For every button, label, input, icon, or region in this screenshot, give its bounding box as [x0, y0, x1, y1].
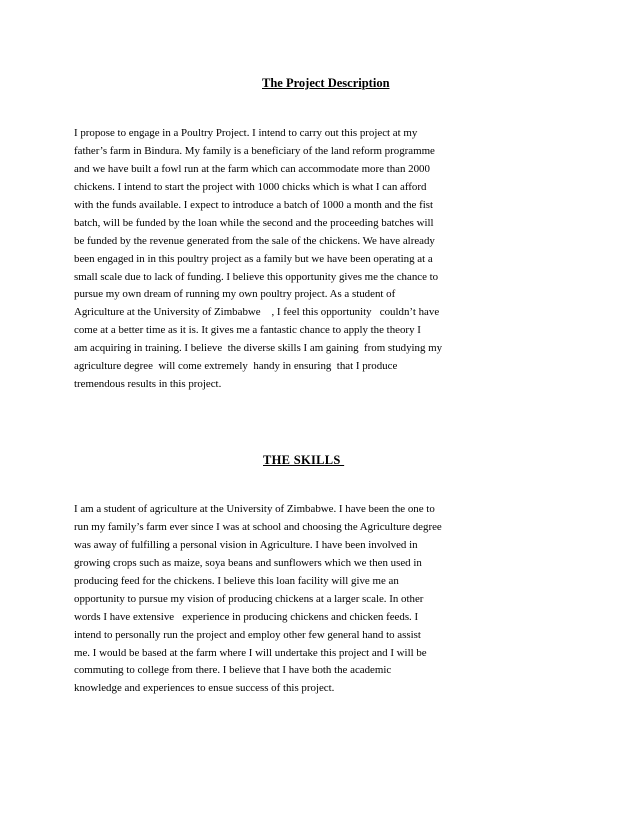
paragraph-line: words I have extensive experience in producing chickens and chicken feeds. I — [74, 610, 419, 623]
paragraph-line: intend to personally run the project and employ other few general hand to assist — [74, 628, 421, 641]
paragraph-line: with the funds available. I expect to introduce a batch of 1000 a month and the fist — [74, 198, 433, 211]
paragraph-line: me. I would be based at the farm where I will undertake this project and I will be — [74, 646, 427, 659]
paragraph-line: I propose to engage in a Poultry Project. I intend to carry out this project at my — [74, 127, 418, 139]
paragraph-line: run my family’s farm ever since I was at school and choosing the Agriculture degree — [74, 520, 442, 533]
project-description-paragraph — [74, 125, 474, 394]
paragraph-line: be funded by the revenue generated from the sale of the chickens. We have already — [74, 234, 435, 247]
paragraph-line: am acquiring in training. I believe the diverse skills I am gaining from studying my — [74, 342, 443, 355]
paragraph-line: knowledge and experiences to ensue success of this project. — [74, 682, 335, 695]
paragraph-line: come at a better time as it is. It gives me a fantastic chance to apply the theory I — [74, 324, 421, 337]
paragraph-line: opportunity to pursue my vision of producing chickens at a larger scale. In other — [74, 592, 424, 605]
paragraph-line: Agriculture at the University of Zimbabwe , I feel this opportunity couldn’t have — [74, 306, 440, 319]
paragraph-line: producing feed for the chickens. I believe this loan facility will give me an — [74, 574, 399, 587]
skills-paragraph — [74, 501, 474, 698]
paragraph-line: chickens. I intend to start the project with 1000 chicks which is what I can afford — [74, 180, 427, 193]
paragraph-line: batch, will be funded by the loan while the second and the proceeding batches will — [74, 216, 434, 229]
paragraph-line: been engaged in in this poultry project as a family but we have been operating at a — [74, 252, 433, 265]
paragraph-line: growing crops such as maize, soya beans and sunflowers which we then used in — [74, 556, 422, 569]
paragraph-line: agriculture degree will come extremely handy in ensuring that I produce — [74, 360, 398, 373]
skills-heading: THE SKILLS — [263, 453, 345, 467]
project-description-heading: The Project Description — [262, 76, 390, 90]
paragraph-line: tremendous results in this project. — [74, 378, 222, 391]
paragraph-line: father’s farm in Bindura. My family is a beneficiary of the land reform programme — [74, 144, 435, 157]
paragraph-line: was away of fulfilling a personal vision in Agriculture. I have been involved in — [74, 538, 418, 551]
paragraph-line: I am a student of agriculture at the University of Zimbabwe. I have been the one to — [74, 503, 435, 515]
paragraph-line: commuting to college from there. I believe that I have both the academic — [74, 664, 392, 677]
paragraph-line: small scale due to lack of funding. I believe this opportunity gives me the chance to — [74, 270, 439, 283]
paragraph-line: and we have built a fowl run at the farm which can accommodate more than 2000 — [74, 162, 430, 175]
paragraph-line: pursue my own dream of running my own poultry project. As a student of — [74, 288, 396, 301]
